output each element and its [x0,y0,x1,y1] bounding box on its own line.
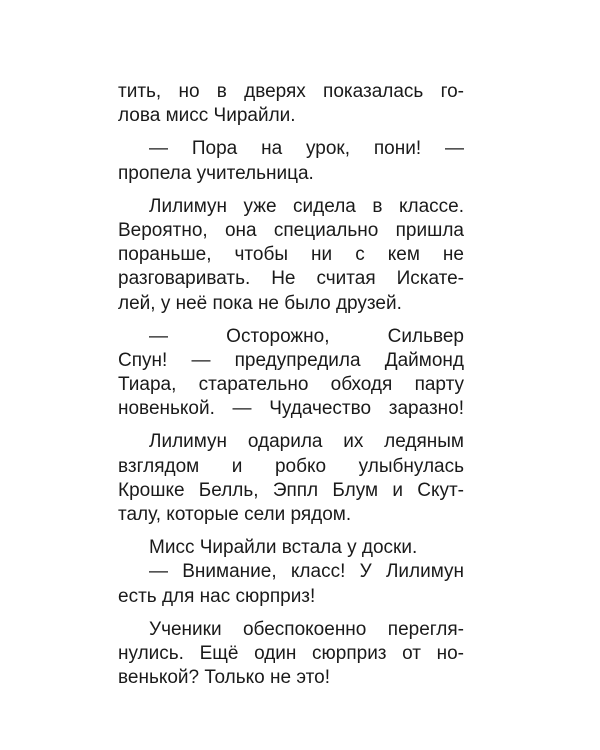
text-line: — Осторожно, Сильвер [149,325,464,347]
text-line: тить, но в дверях показалась го- [118,81,464,102]
text-line: Спун! — предупредила Даймонд [118,349,464,371]
text-line: Лилимун уже сидела в классе. [149,195,464,217]
text-line: Вероятно, она специально пришла [118,219,464,241]
text-line: нулись. Ещё один сюрприз от но- [118,642,464,664]
text-line: новенькой. — Чудачество заразно! [118,398,464,420]
text-line: Ученики обеспокоенно перегля- [149,618,464,640]
text-line: талу, которые сели рядом. [118,504,352,525]
text-line: взглядом и робко улыбнулась [118,455,464,477]
text-line: Лилимун одарила их ледяным [149,431,464,453]
text-line: — Пора на урок, пони! — [149,138,464,160]
body-text [118,80,464,690]
text-line: пораньше, чтобы ни с кем не [118,244,464,266]
text-line: разговаривать. Не считая Искате- [118,268,464,290]
text-line: есть для нас сюрприз! [118,585,316,607]
text-line: пропела учительница. [118,162,314,184]
text-line: венькой? Только не это! [118,667,330,689]
text-line: Мисс Чирайли встала у доски. [149,537,418,559]
text-line: Крошке Белль, Эппл Блум и Скут- [118,479,464,501]
text-line: лова мисс Чирайли. [118,105,296,127]
text-line: — Внимание, класс! У Лилимун [149,561,464,583]
text-line: Тиара, старательно обходя парту [118,374,464,396]
text-line: лей, у неё пока не было друзей. [118,292,402,314]
